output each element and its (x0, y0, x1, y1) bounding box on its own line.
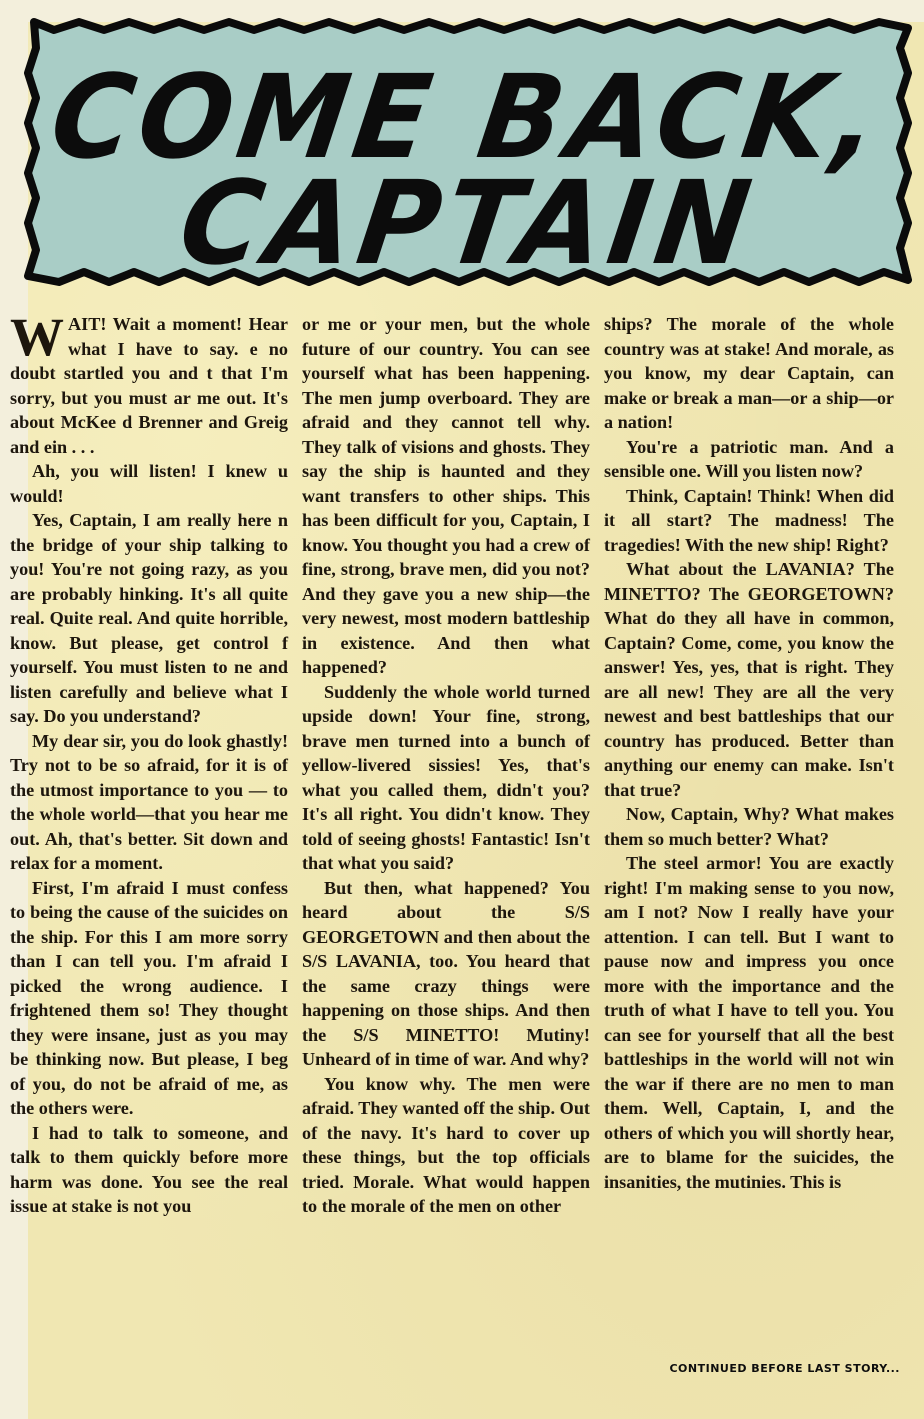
drop-cap: W (10, 307, 64, 367)
story-column-3 (604, 312, 894, 1372)
paragraph: Suddenly the whole world turned upside down! Your fine, strong, brave men turned into a bunch of yellow-livered sissies! Yes, that's what you called them, didn't you? It's all right. You didn't know. They told of seeing ghosts! Fantastic! Isn't that what you said? (302, 681, 590, 873)
continued-note: CONTINUED BEFORE LAST STORY... (669, 1362, 900, 1375)
paragraph: You know why. The men were afraid. They wanted off the ship. Out of the navy. It's hard to cover up these things, but the top officials tried. Morale. What would happen to the morale of the men on other (302, 1073, 590, 1216)
story-column-2 (302, 312, 590, 1372)
paragraph: ships? The morale of the whole country was at stake! And morale, as you know, my dear Captain, can make or break a man—or a ship—or a nation! (604, 314, 894, 432)
paragraph: Think, Captain! Think! When did it all start? The madness! The tragedies! With the new ship! Right? (604, 485, 894, 555)
story-title-line-2: CAPTAIN (172, 155, 764, 291)
paragraph: But then, what happened? You heard about the S/S GEORGETOWN and then about the S/S LAVANIA, too. You heard that the same crazy things were happening on those ships. And then the S/S MINETTO! Mutiny! Unheard of in time of war. And why? (302, 877, 590, 1069)
paragraph: My dear sir, you do look ghastly! Try not to be so afraid, for it is of the utmost importance to you — to the whole world—that you hear me out. Ah, that's better. Sit down and relax for a moment. (10, 730, 288, 873)
paragraph: You're a patriotic man. And a sensible one. Will you listen now? (604, 436, 894, 481)
paragraph: What about the LAVANIA? The MINETTO? The GEORGETOWN? What do they all have in common, Captain? Come, come, you know the answer! Yes, yes, that is right. They are all new! They are all the very newest and best battleships that our country has produced. Better than anything our enemy can make. Isn't that true? (604, 559, 894, 800)
paragraph: Ah, you will listen! I knew u would! (10, 461, 288, 506)
story-column-1 (10, 307, 288, 1372)
paragraph: AIT! Wait a moment! Hear what I have to say. e no doubt startled you and t that I'm sorry, but you must ar me out. It's about McKee d Brenner and Greig and ein . . . (10, 314, 288, 457)
paragraph: The steel armor! You are exactly right! I'm making sense to you now, am I not? Now I really have your attention. I can tell. But I want to pause now and impress you once more with the importance and the truth of what I have to tell you. You can see for yourself that all the best battleships in the world will not win the war if there are no men to man them. Well, Captain, I, and the others of which you will shortly hear, are to blame for the suicides, the insanities, the mutinies. This is (604, 853, 894, 1192)
story-title-line-1: COME BACK, (43, 49, 893, 185)
paragraph: Now, Captain, Why? What makes them so much better? What? (604, 804, 894, 849)
paragraph: I had to talk to someone, and talk to them quickly before more harm was done. You see the real issue at stake is not you (10, 1122, 288, 1216)
paragraph: First, I'm afraid I must confess to being the cause of the suicides on the ship. For this I am more sorry than I can tell you. I'm afraid I picked the wrong audience. I frightened them so! They thought they were insane, just as you may be thinking now. But please, I beg of you, do not be afraid of me, as the others were. (10, 877, 288, 1118)
paragraph: or me or your men, but the whole future of our country. You can see yourself what has been happening. The men jump overboard. They are afraid and they cannot tell why. They talk of visions and ghosts. They say the ship is haunted and they want transfers to other ships. This has been difficult for you, Captain, I know. You thought you had a crew of fine, strong, brave men, did you not? And they gave you a new ship—the very newest, most modern battleship in existence. And then what happened? (302, 314, 590, 677)
story-columns (0, 307, 924, 1372)
title-banner (24, 18, 912, 291)
paragraph: Yes, Captain, I am really here n the bridge of your ship talking to you! You're not going razy, as you are probably hinking. It's all quite real. Quite real. And quite horrible, know. But please, get control f yourself. You must listen to ne and listen carefully and believe what I say. Do you understand? (10, 510, 288, 726)
